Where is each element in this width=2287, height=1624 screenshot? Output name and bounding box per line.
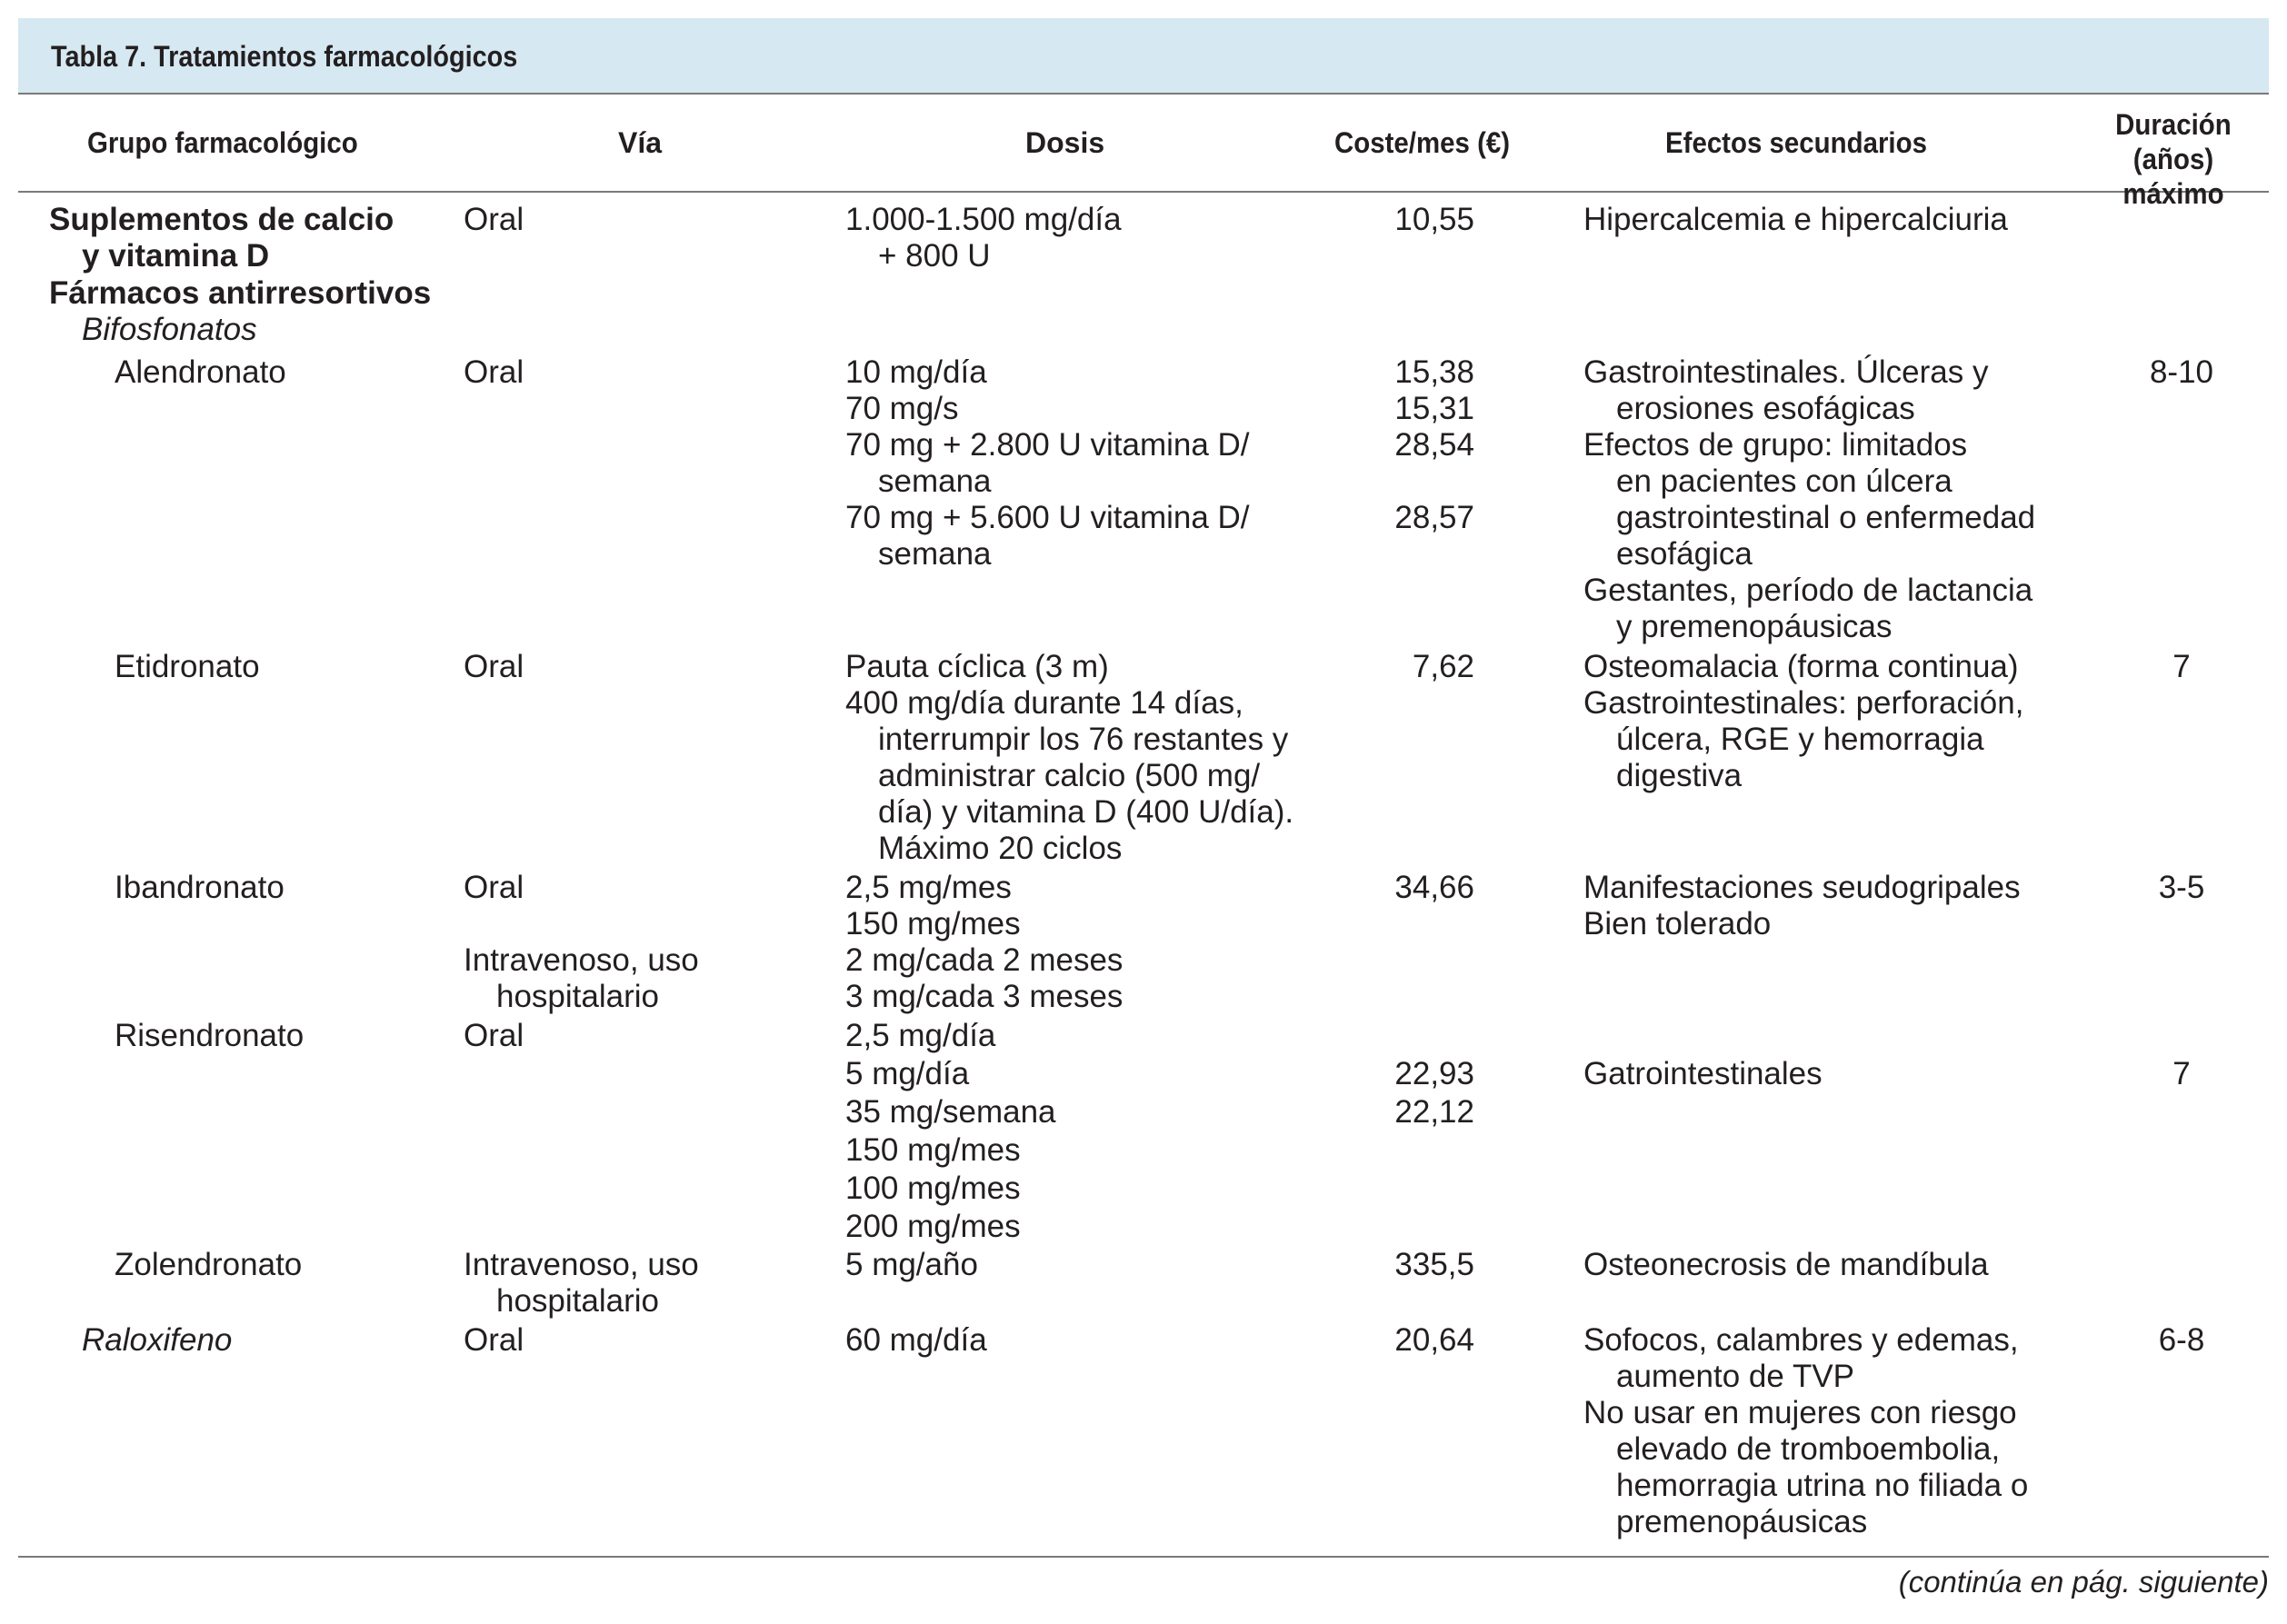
duracion-raloxifeno: 6-8 <box>2158 1322 2205 1358</box>
dosis-risendronato-2: 5 mg/día <box>845 1056 970 1091</box>
table-title-bar <box>18 18 2269 95</box>
dosis-ibandronato-4: 3 mg/cada 3 meses <box>845 979 1124 1014</box>
col-dosis-header: Dosis <box>1025 126 1105 159</box>
efectos-alendronato-1: Gastrointestinales. Úlceras y <box>1583 354 1989 390</box>
dosis-ibandronato-2: 150 mg/mes <box>845 906 1021 942</box>
efectos-etidronato-4: digestiva <box>1616 758 1743 793</box>
col-via-header: Vía <box>618 126 663 159</box>
dosis-alendronato-1: 10 mg/día <box>845 354 987 390</box>
dosis-alendronato-6: semana <box>878 536 992 572</box>
efectos-etidronato-1: Osteomalacia (forma continua) <box>1583 649 2019 684</box>
via-zolendronato-2: hospitalario <box>496 1283 659 1319</box>
coste-alendronato-3: 28,54 <box>1394 427 1474 463</box>
col-duracion-header <box>2080 107 2267 211</box>
subgroup-bifosfonatos: Bifosfonatos <box>82 312 257 347</box>
via-ibandronato-3: hospitalario <box>496 979 659 1014</box>
group-calcio-line1: Suplementos de calcio <box>49 202 394 237</box>
efectos-alendronato-6: esofágica <box>1616 536 1753 572</box>
dosis-etidronato-1: Pauta cíclica (3 m) <box>845 649 1109 684</box>
coste-alendronato-1: 15,38 <box>1394 354 1474 390</box>
dosis-risendronato-3: 35 mg/semana <box>845 1094 1056 1130</box>
dosis-etidronato-3: interrumpir los 76 restantes y <box>878 722 1289 757</box>
efectos-raloxifeno-6: premenopáusicas <box>1616 1504 1868 1539</box>
efectos-calcio: Hipercalcemia e hipercalciuria <box>1583 202 2008 237</box>
efectos-alendronato-2: erosiones esofágicas <box>1616 391 1915 426</box>
efectos-ibandronato-2: Bien tolerado <box>1583 906 1772 942</box>
table-header <box>18 95 2269 210</box>
dosis-alendronato-2: 70 mg/s <box>845 391 959 426</box>
efectos-raloxifeno-1: Sofocos, calambres y edemas, <box>1583 1322 2019 1358</box>
duracion-risendronato: 7 <box>2172 1056 2191 1091</box>
drug-etidronato: Etidronato <box>115 649 260 684</box>
duracion-ibandronato: 3-5 <box>2158 870 2205 905</box>
dosis-alendronato-4: semana <box>878 463 992 499</box>
col-duracion-header-line1: Duración <box>2115 108 2232 141</box>
table-title: Tabla 7. Tratamientos farmacológicos <box>51 40 518 73</box>
via-ibandronato-1: Oral <box>464 870 524 905</box>
drug-zolendronato: Zolendronato <box>115 1247 303 1282</box>
duracion-etidronato: 7 <box>2172 649 2191 684</box>
dosis-alendronato-3: 70 mg + 2.800 U vitamina D/ <box>845 427 1250 463</box>
dosis-risendronato-1: 2,5 mg/día <box>845 1018 996 1053</box>
efectos-risendronato: Gatrointestinales <box>1583 1056 1823 1091</box>
col-duracion-header-line2: (años) máximo <box>2122 143 2224 210</box>
via-etidronato: Oral <box>464 649 524 684</box>
col-efectos-header: Efectos secundarios <box>1665 126 1927 159</box>
group-calcio-line2: y vitamina D <box>82 238 270 274</box>
efectos-ibandronato-1: Manifestaciones seudogripales <box>1583 870 2021 905</box>
dosis-etidronato-4: administrar calcio (500 mg/ <box>878 758 1261 793</box>
dosis-raloxifeno: 60 mg/día <box>845 1322 987 1358</box>
coste-alendronato-4: 28,57 <box>1394 500 1474 535</box>
drug-alendronato: Alendronato <box>115 354 286 390</box>
efectos-alendronato-7: Gestantes, período de lactancia <box>1583 573 2033 608</box>
dosis-etidronato-6: Máximo 20 ciclos <box>878 831 1123 866</box>
drug-raloxifeno: Raloxifeno <box>82 1322 233 1358</box>
via-risendronato: Oral <box>464 1018 524 1053</box>
dosis-calcio-line2: + 800 U <box>878 238 991 274</box>
continuation-note: (continúa en pág. siguiente) <box>1898 1565 2269 1599</box>
efectos-raloxifeno-5: hemorragia utrina no filiada o <box>1616 1468 2029 1503</box>
dosis-risendronato-6: 200 mg/mes <box>845 1209 1021 1244</box>
efectos-raloxifeno-4: elevado de tromboembolia, <box>1616 1431 2001 1467</box>
efectos-alendronato-3: Efectos de grupo: limitados <box>1583 427 1968 463</box>
via-calcio: Oral <box>464 202 524 237</box>
coste-risendronato-2: 22,12 <box>1394 1094 1474 1130</box>
efectos-raloxifeno-3: No usar en mujeres con riesgo <box>1583 1395 2017 1430</box>
via-zolendronato-1: Intravenoso, uso <box>464 1247 699 1282</box>
group-antirresortivos: Fármacos antirresortivos <box>49 275 432 311</box>
coste-etidronato: 7,62 <box>1412 649 1474 684</box>
drug-ibandronato: Ibandronato <box>115 870 285 905</box>
col-coste-header: Coste/mes (€) <box>1334 126 1511 159</box>
dosis-risendronato-5: 100 mg/mes <box>845 1171 1021 1206</box>
dosis-ibandronato-3: 2 mg/cada 2 meses <box>845 942 1124 978</box>
coste-ibandronato: 34,66 <box>1394 870 1474 905</box>
coste-raloxifeno: 20,64 <box>1394 1322 1474 1358</box>
efectos-alendronato-8: y premenopáusicas <box>1616 609 1893 644</box>
via-ibandronato-2: Intravenoso, uso <box>464 942 699 978</box>
dosis-risendronato-4: 150 mg/mes <box>845 1132 1021 1168</box>
coste-risendronato-1: 22,93 <box>1394 1056 1474 1091</box>
duracion-alendronato: 8-10 <box>2149 354 2214 390</box>
dosis-ibandronato-1: 2,5 mg/mes <box>845 870 1012 905</box>
col-group-header: Grupo farmacológico <box>87 126 358 159</box>
via-raloxifeno: Oral <box>464 1322 524 1358</box>
coste-zolendronato: 335,5 <box>1394 1247 1474 1282</box>
coste-calcio: 10,55 <box>1394 202 1474 237</box>
efectos-raloxifeno-2: aumento de TVP <box>1616 1359 1855 1394</box>
efectos-etidronato-2: Gastrointestinales: perforación, <box>1583 685 2024 721</box>
via-alendronato: Oral <box>464 354 524 390</box>
dosis-alendronato-5: 70 mg + 5.600 U vitamina D/ <box>845 500 1250 535</box>
table-bottom-rule <box>18 1556 2269 1558</box>
efectos-alendronato-5: gastrointestinal o enfermedad <box>1616 500 2036 535</box>
efectos-alendronato-4: en pacientes con úlcera <box>1616 463 1952 499</box>
dosis-etidronato-5: día) y vitamina D (400 U/día). <box>878 794 1294 830</box>
efectos-zolendronato: Osteonecrosis de mandíbula <box>1583 1247 1989 1282</box>
coste-alendronato-2: 15,31 <box>1394 391 1474 426</box>
dosis-zolendronato: 5 mg/año <box>845 1247 978 1282</box>
dosis-etidronato-2: 400 mg/día durante 14 días, <box>845 685 1243 721</box>
drug-risendronato: Risendronato <box>115 1018 305 1053</box>
dosis-calcio-line1: 1.000-1.500 mg/día <box>845 202 1122 237</box>
efectos-etidronato-3: úlcera, RGE y hemorragia <box>1616 722 1984 757</box>
